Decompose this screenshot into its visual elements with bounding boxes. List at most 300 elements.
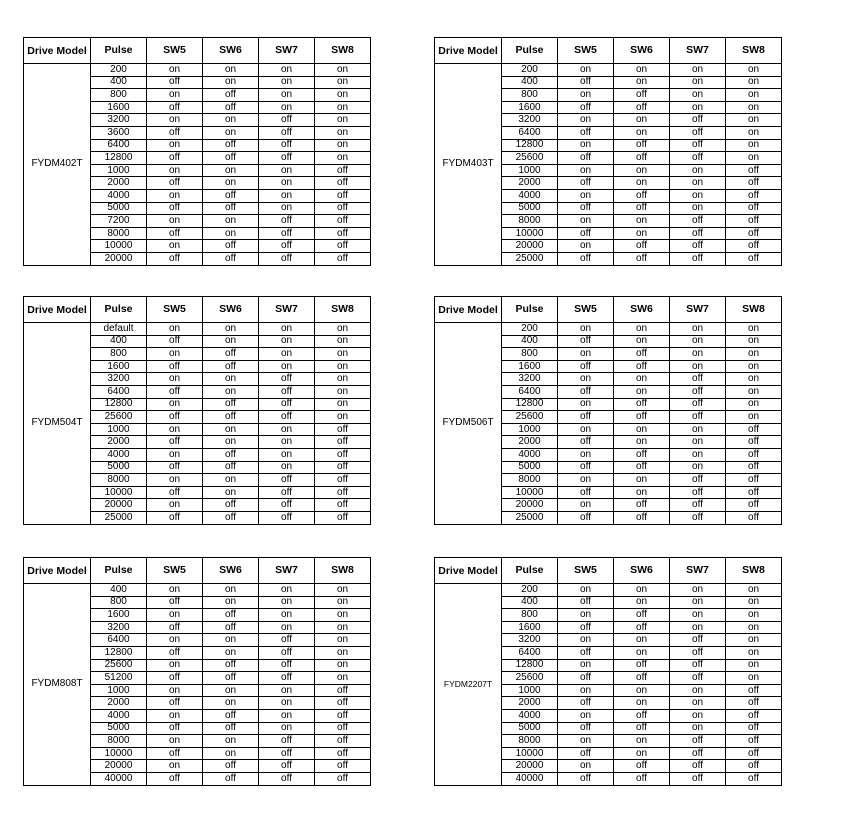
switch-state-cell: on (203, 335, 259, 348)
switch-state-cell: on (203, 436, 259, 449)
pulse-cell: 1000 (502, 684, 558, 697)
switch-state-cell: on (558, 215, 614, 228)
switch-state-cell: off (670, 398, 726, 411)
pulse-cell: 6400 (502, 385, 558, 398)
pulse-cell: 1600 (91, 101, 147, 114)
switch-state-cell: off (726, 202, 782, 215)
switch-state-cell: on (614, 634, 670, 647)
switch-state-cell: on (558, 584, 614, 597)
switch-state-cell: on (147, 659, 203, 672)
switch-state-cell: on (558, 139, 614, 152)
switch-state-cell: off (670, 373, 726, 386)
drive-model-header: Drive Model (24, 38, 91, 64)
switch-state-cell: off (726, 735, 782, 748)
switch-state-cell: off (315, 227, 371, 240)
switch-state-cell: on (726, 373, 782, 386)
pulse-cell: 800 (91, 596, 147, 609)
switch-state-cell: off (203, 672, 259, 685)
switch-state-cell: off (259, 634, 315, 647)
switch-state-cell: off (147, 335, 203, 348)
switch-state-cell: on (315, 398, 371, 411)
switch-state-cell: off (726, 760, 782, 773)
switch-header-sw8: SW8 (726, 297, 782, 323)
switch-state-cell: on (726, 672, 782, 685)
switch-state-cell: off (726, 436, 782, 449)
drive-model-cell: FYDM504T (24, 323, 91, 525)
switch-state-cell: off (147, 177, 203, 190)
pulse-cell: 1000 (91, 423, 147, 436)
switch-state-cell: on (614, 584, 670, 597)
switch-state-cell: on (726, 348, 782, 361)
switch-state-cell: off (558, 335, 614, 348)
switch-state-cell: off (558, 360, 614, 373)
pulse-cell: 12800 (502, 398, 558, 411)
switch-state-cell: on (147, 164, 203, 177)
switch-state-cell: off (315, 697, 371, 710)
switch-table-fydm403t (434, 37, 782, 266)
pulse-cell: 12800 (502, 139, 558, 152)
switch-table-fydm504t (23, 296, 371, 525)
switch-state-cell: off (726, 722, 782, 735)
pulse-cell: 4000 (91, 189, 147, 202)
switch-header-sw6: SW6 (614, 38, 670, 64)
switch-state-cell: on (315, 672, 371, 685)
switch-state-cell: off (315, 240, 371, 253)
switch-state-cell: on (614, 164, 670, 177)
switch-state-cell: off (147, 436, 203, 449)
switch-state-cell: on (315, 114, 371, 127)
switch-state-cell: on (614, 177, 670, 190)
switch-state-cell: on (203, 76, 259, 89)
pulse-cell: 6400 (91, 139, 147, 152)
switch-state-cell: off (203, 152, 259, 165)
switch-state-cell: on (614, 126, 670, 139)
drive-model-header: Drive Model (435, 558, 502, 584)
switch-state-cell: on (259, 621, 315, 634)
pulse-cell: 20000 (91, 760, 147, 773)
switch-state-cell: on (670, 722, 726, 735)
pulse-cell: 10000 (502, 747, 558, 760)
switch-state-cell: on (259, 697, 315, 710)
switch-state-cell: on (558, 659, 614, 672)
switch-state-cell: off (670, 126, 726, 139)
pulse-cell: 3200 (502, 373, 558, 386)
switch-state-cell: off (147, 747, 203, 760)
switch-header-sw5: SW5 (558, 558, 614, 584)
switch-state-cell: off (203, 621, 259, 634)
switch-state-cell: off (203, 609, 259, 622)
switch-state-cell: off (558, 177, 614, 190)
switch-state-cell: off (670, 139, 726, 152)
switch-state-cell: off (558, 697, 614, 710)
switch-state-cell: off (558, 646, 614, 659)
switch-state-cell: on (670, 609, 726, 622)
pulse-cell: 3200 (502, 114, 558, 127)
pulse-cell: 20000 (502, 240, 558, 253)
switch-state-cell: on (670, 448, 726, 461)
switch-state-cell: on (315, 634, 371, 647)
switch-state-cell: on (259, 584, 315, 597)
switch-state-cell: off (726, 448, 782, 461)
switch-state-cell: off (147, 722, 203, 735)
switch-state-cell: on (259, 461, 315, 474)
switch-state-cell: on (670, 89, 726, 102)
switch-state-cell: off (315, 189, 371, 202)
drive-model-cell: FYDM402T (24, 64, 91, 266)
switch-state-cell: off (315, 436, 371, 449)
switch-state-cell: off (259, 499, 315, 512)
pulse-cell: 6400 (502, 126, 558, 139)
switch-state-cell: off (726, 474, 782, 487)
switch-state-cell: off (558, 126, 614, 139)
switch-state-cell: on (259, 323, 315, 336)
pulse-cell: 8000 (502, 735, 558, 748)
switch-state-cell: on (315, 335, 371, 348)
drive-model-cell: FYDM506T (435, 323, 502, 525)
switch-state-cell: on (315, 89, 371, 102)
switch-state-cell: off (558, 511, 614, 524)
switch-state-cell: off (614, 760, 670, 773)
switch-state-cell: off (614, 89, 670, 102)
switch-state-cell: on (670, 461, 726, 474)
switch-state-cell: on (726, 621, 782, 634)
switch-state-cell: off (614, 240, 670, 253)
switch-state-cell: on (670, 335, 726, 348)
switch-state-cell: off (315, 511, 371, 524)
pulse-cell: 8000 (91, 474, 147, 487)
switch-state-cell: off (315, 215, 371, 228)
switch-state-cell: on (315, 646, 371, 659)
switch-state-cell: off (558, 252, 614, 265)
switch-state-cell: on (726, 114, 782, 127)
pulse-cell: 1000 (502, 164, 558, 177)
pulse-cell: 8000 (91, 227, 147, 240)
pulse-cell: 10000 (502, 486, 558, 499)
pulse-cell: 400 (91, 76, 147, 89)
switch-state-cell: on (259, 609, 315, 622)
switch-state-cell: on (670, 621, 726, 634)
switch-state-cell: on (259, 596, 315, 609)
switch-header-sw6: SW6 (203, 38, 259, 64)
switch-state-cell: off (670, 252, 726, 265)
switch-state-cell: off (558, 76, 614, 89)
switch-state-cell: on (203, 684, 259, 697)
switch-state-cell: on (259, 202, 315, 215)
pulse-header: Pulse (91, 38, 147, 64)
switch-state-cell: off (726, 511, 782, 524)
switch-state-cell: on (147, 709, 203, 722)
switch-state-cell: off (203, 89, 259, 102)
switch-state-cell: off (726, 252, 782, 265)
switch-state-cell: on (614, 215, 670, 228)
pulse-cell: 1600 (502, 621, 558, 634)
pulse-cell: 5000 (91, 202, 147, 215)
pulse-cell: 3600 (91, 126, 147, 139)
switch-state-cell: on (670, 360, 726, 373)
pulse-cell: 2000 (91, 697, 147, 710)
switch-state-cell: on (670, 177, 726, 190)
switch-state-cell: off (203, 499, 259, 512)
switch-state-cell: off (147, 76, 203, 89)
pulse-cell: 1000 (91, 684, 147, 697)
switch-header-sw7: SW7 (670, 297, 726, 323)
switch-state-cell: on (726, 411, 782, 424)
switch-header-sw7: SW7 (259, 558, 315, 584)
pulse-cell: 5000 (502, 202, 558, 215)
switch-state-cell: off (726, 772, 782, 785)
switch-header-sw6: SW6 (614, 558, 670, 584)
pulse-cell: 3200 (91, 373, 147, 386)
pulse-cell: 25600 (502, 672, 558, 685)
pulse-header: Pulse (502, 558, 558, 584)
switch-state-cell: on (259, 89, 315, 102)
switch-state-cell: off (670, 385, 726, 398)
switch-state-cell: on (558, 323, 614, 336)
switch-state-cell: off (147, 486, 203, 499)
switch-state-cell: on (315, 621, 371, 634)
pulse-cell: 1000 (91, 164, 147, 177)
switch-header-sw5: SW5 (147, 558, 203, 584)
table-header-row (24, 558, 371, 584)
switch-state-cell: off (558, 747, 614, 760)
table-header-row (435, 38, 782, 64)
switch-state-cell: off (315, 252, 371, 265)
switch-state-cell: on (147, 423, 203, 436)
switch-state-cell: off (614, 461, 670, 474)
switch-state-cell: off (614, 252, 670, 265)
drive-model-header: Drive Model (435, 297, 502, 323)
switch-state-cell: off (558, 722, 614, 735)
pulse-cell: 5000 (502, 722, 558, 735)
switch-state-cell: off (726, 684, 782, 697)
switch-state-cell: off (670, 499, 726, 512)
pulse-cell: 25600 (502, 152, 558, 165)
switch-state-cell: off (315, 486, 371, 499)
switch-state-cell: on (315, 373, 371, 386)
switch-state-cell: off (670, 152, 726, 165)
switch-state-cell: off (726, 164, 782, 177)
pulse-cell: 1600 (502, 101, 558, 114)
switch-state-cell: off (614, 152, 670, 165)
pulse-cell: 20000 (502, 499, 558, 512)
switch-state-cell: on (147, 634, 203, 647)
switch-state-cell: on (203, 126, 259, 139)
switch-state-cell: off (670, 760, 726, 773)
switch-state-cell: off (670, 672, 726, 685)
switch-state-cell: on (147, 398, 203, 411)
switch-state-cell: off (203, 461, 259, 474)
switch-state-cell: on (203, 385, 259, 398)
switch-state-cell: off (203, 659, 259, 672)
switch-state-cell: on (259, 348, 315, 361)
switch-state-cell: off (726, 189, 782, 202)
pulse-cell: 25000 (91, 511, 147, 524)
switch-state-cell: off (614, 411, 670, 424)
switch-state-cell: on (315, 101, 371, 114)
switch-state-cell: off (614, 189, 670, 202)
pulse-cell: 1600 (91, 360, 147, 373)
table-row (435, 323, 782, 336)
switch-state-cell: on (726, 609, 782, 622)
switch-state-cell: on (670, 323, 726, 336)
switch-state-cell: on (726, 323, 782, 336)
table-header-row (435, 558, 782, 584)
pulse-cell: 2000 (502, 436, 558, 449)
switch-state-cell: off (259, 659, 315, 672)
switch-state-cell: off (259, 126, 315, 139)
pulse-header: Pulse (91, 297, 147, 323)
switch-state-cell: on (558, 499, 614, 512)
switch-state-cell: off (315, 772, 371, 785)
switch-state-cell: on (315, 609, 371, 622)
switch-state-cell: on (315, 360, 371, 373)
switch-state-cell: off (614, 672, 670, 685)
switch-state-cell: on (315, 64, 371, 77)
switch-state-cell: on (614, 227, 670, 240)
pulse-cell: 800 (502, 89, 558, 102)
switch-state-cell: on (147, 348, 203, 361)
switch-header-sw8: SW8 (315, 38, 371, 64)
switch-state-cell: on (558, 735, 614, 748)
switch-state-cell: off (147, 697, 203, 710)
switch-state-cell: off (259, 511, 315, 524)
switch-state-cell: off (726, 423, 782, 436)
pulse-cell: default (91, 323, 147, 336)
switch-state-cell: on (203, 697, 259, 710)
pulse-cell: 4000 (502, 448, 558, 461)
switch-state-cell: on (259, 101, 315, 114)
table-header-row (24, 297, 371, 323)
switch-state-cell: on (614, 646, 670, 659)
switch-state-cell: off (147, 227, 203, 240)
switch-state-cell: off (614, 772, 670, 785)
switch-state-cell: off (614, 609, 670, 622)
pulse-cell: 1600 (91, 609, 147, 622)
switch-state-cell: off (614, 499, 670, 512)
switch-state-cell: off (259, 152, 315, 165)
switch-state-cell: on (259, 423, 315, 436)
switch-state-cell: on (147, 64, 203, 77)
switch-state-cell: on (203, 164, 259, 177)
switch-state-cell: on (558, 398, 614, 411)
switch-state-cell: on (558, 423, 614, 436)
switch-state-cell: off (147, 461, 203, 474)
switch-state-cell: off (259, 672, 315, 685)
switch-state-cell: on (203, 215, 259, 228)
switch-state-cell: off (726, 240, 782, 253)
switch-state-cell: on (670, 202, 726, 215)
switch-state-cell: off (203, 101, 259, 114)
switch-state-cell: off (558, 596, 614, 609)
switch-state-cell: off (259, 373, 315, 386)
switch-state-cell: off (259, 398, 315, 411)
switch-state-cell: on (315, 348, 371, 361)
table-row (435, 64, 782, 77)
switch-state-cell: off (147, 672, 203, 685)
switch-state-cell: off (726, 499, 782, 512)
pulse-cell: 400 (502, 596, 558, 609)
switch-state-cell: on (203, 634, 259, 647)
switch-state-cell: on (614, 385, 670, 398)
pulse-cell: 1600 (502, 360, 558, 373)
switch-state-cell: off (670, 772, 726, 785)
switch-state-cell: off (315, 760, 371, 773)
switch-state-cell: on (726, 152, 782, 165)
pulse-cell: 3200 (502, 634, 558, 647)
switch-header-sw6: SW6 (203, 297, 259, 323)
switch-state-cell: on (558, 474, 614, 487)
switch-state-cell: off (315, 202, 371, 215)
switch-state-cell: off (614, 348, 670, 361)
drive-model-header: Drive Model (24, 558, 91, 584)
pulse-cell: 10000 (91, 486, 147, 499)
switch-state-cell: on (614, 114, 670, 127)
switch-state-cell: off (147, 511, 203, 524)
switch-state-cell: on (558, 89, 614, 102)
switch-state-cell: on (726, 360, 782, 373)
switch-state-cell: on (614, 436, 670, 449)
switch-state-cell: on (259, 448, 315, 461)
pulse-cell: 25600 (91, 411, 147, 424)
pulse-cell: 8000 (502, 474, 558, 487)
switch-header-sw8: SW8 (315, 558, 371, 584)
switch-state-cell: on (558, 373, 614, 386)
switch-state-cell: off (726, 709, 782, 722)
switch-state-cell: on (147, 89, 203, 102)
drive-model-header: Drive Model (435, 38, 502, 64)
switch-state-cell: on (558, 64, 614, 77)
switch-state-cell: off (147, 360, 203, 373)
switch-state-cell: on (147, 323, 203, 336)
switch-header-sw8: SW8 (315, 297, 371, 323)
pulse-cell: 4000 (502, 189, 558, 202)
pulse-cell: 2000 (91, 436, 147, 449)
switch-state-cell: on (259, 64, 315, 77)
switch-state-cell: off (614, 659, 670, 672)
switch-state-cell: on (259, 335, 315, 348)
pulse-cell: 12800 (91, 646, 147, 659)
switch-state-cell: on (726, 596, 782, 609)
pulse-header: Pulse (502, 38, 558, 64)
switch-header-sw5: SW5 (558, 297, 614, 323)
switch-state-cell: on (147, 189, 203, 202)
switch-state-cell: off (259, 646, 315, 659)
switch-state-cell: off (614, 101, 670, 114)
switch-state-cell: on (203, 114, 259, 127)
switch-state-cell: on (614, 735, 670, 748)
switch-state-cell: on (614, 64, 670, 77)
switch-state-cell: on (614, 747, 670, 760)
switch-state-cell: on (726, 398, 782, 411)
switch-state-cell: off (315, 177, 371, 190)
switch-state-cell: off (203, 411, 259, 424)
pulse-cell: 3200 (91, 621, 147, 634)
switch-state-cell: on (726, 646, 782, 659)
switch-state-cell: on (726, 101, 782, 114)
switch-state-cell: off (726, 461, 782, 474)
switch-state-cell: off (203, 189, 259, 202)
switch-state-cell: on (726, 64, 782, 77)
switch-state-cell: off (558, 385, 614, 398)
switch-state-cell: off (670, 474, 726, 487)
pulse-cell: 25000 (502, 511, 558, 524)
switch-state-cell: on (203, 596, 259, 609)
switch-state-cell: off (147, 621, 203, 634)
switch-state-cell: on (558, 348, 614, 361)
pulse-cell: 2000 (502, 697, 558, 710)
switch-state-cell: on (670, 189, 726, 202)
switch-state-cell: on (670, 436, 726, 449)
